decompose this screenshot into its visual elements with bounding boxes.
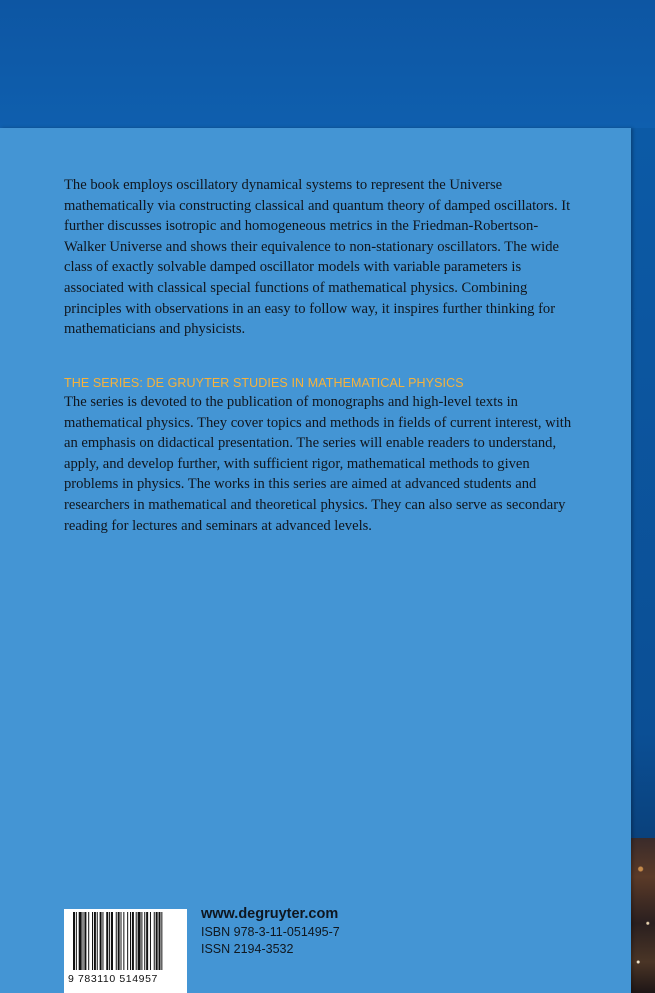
barcode-bar (123, 912, 124, 970)
barcode-bar (130, 912, 131, 970)
barcode-bar (138, 912, 141, 970)
barcode-bar (100, 912, 102, 970)
barcode-bar (144, 912, 145, 970)
barcode-bar (154, 912, 155, 970)
barcode-bar (88, 912, 89, 970)
barcode-bar (106, 912, 108, 970)
barcode-bar (156, 912, 158, 970)
series-description: The series is devoted to the publication of monographs and high-level texts in mathematical physics. They cover topics and methods in fields of current interest, with an emphasis on didactical presentation. The series will enable readers to understand, apply, and develop further, with sufficient rigor, mathematical methods to given problems in physics. The works in this series are aimed at advanced students and researchers in mathematical and theoretical physics. They can also serve as secondary reading for lectures and seminars at advanced levels. (64, 394, 572, 534)
barcode-bar (109, 912, 110, 970)
barcode-bar (79, 912, 82, 970)
barcode-bar (94, 912, 96, 970)
barcode-bars (64, 909, 187, 973)
barcode-bar (150, 912, 151, 970)
barcode-bar (111, 912, 113, 970)
barcode-bar (116, 912, 117, 970)
barcode-bar (132, 912, 134, 970)
top-band (0, 0, 655, 128)
cover-image-strip (631, 838, 655, 993)
barcode-bar (121, 912, 122, 970)
series-heading: THE SERIES: DE GRUYTER STUDIES IN MATHEMATICAL PHYSICS (64, 376, 464, 390)
isbn-number: ISBN 978-3-11-051495-7 (201, 925, 340, 939)
barcode-bar (127, 912, 128, 970)
barcode-bar (146, 912, 148, 970)
barcode-bar (141, 912, 142, 970)
barcode-bar (97, 912, 98, 970)
barcode-bar (102, 912, 103, 970)
barcode-bar (76, 912, 77, 970)
barcode-bar (73, 912, 75, 970)
barcode-bar (83, 912, 84, 970)
publisher-website[interactable]: www.degruyter.com (201, 906, 339, 922)
barcode-bar (161, 912, 162, 970)
book-blurb: The book employs oscillatory dynamical systems to represent the Universe mathematically via constructing classical and quantum theory of damped oscillators. It further discusses isotropic and homogeneous metrics in the Friedman-Robertson-Walker Universe and shows their equivalence to non-stationary oscillators. The wide class of exactly solvable damped oscillator models with variable parameters is associated with classical special functions of mathematical physics. Combining principles with observations in an easy to follow way, it inspires further thinking for mathematicians and physicists. (64, 177, 571, 338)
isbn-barcode (64, 909, 187, 993)
barcode-digits: 9 783110 514957 (68, 973, 158, 985)
barcode-bar (92, 912, 93, 970)
issn-number: ISSN 2194-3532 (201, 942, 294, 956)
barcode-bar (84, 912, 86, 970)
barcode-bar (118, 912, 120, 970)
barcode-bar (136, 912, 137, 970)
barcode-bar (159, 912, 161, 970)
